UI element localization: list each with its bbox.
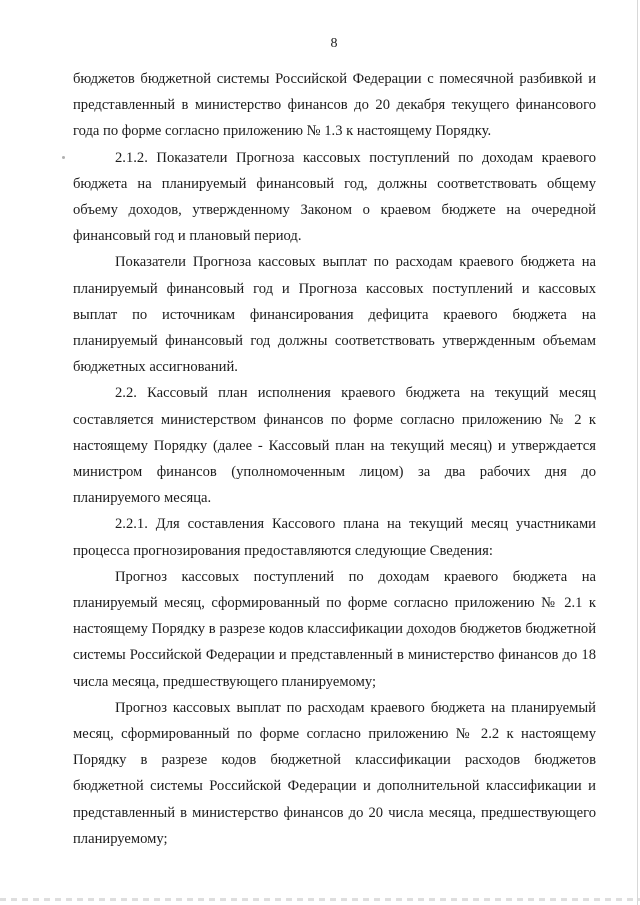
scan-edge-line (637, 0, 638, 905)
document-body (73, 66, 596, 852)
paragraph-2-1-2: 2.1.2. Показатели Прогноза кассовых поступлений по доходам краевого бюджета на планируемый финансовый год, должны соответствовать общему объему доходов, утвержденному Законом о краевом бюджете на очередной финансовый год и плановый период. (73, 149, 596, 245)
scan-speck (62, 156, 65, 159)
paragraph-2-2: 2.2. Кассовый план исполнения краевого бюджета на текущий месяц составляется министерством финансов по форме согласно приложению № 2 к настоящему Порядку (далее - Кассовый план на текущий месяц) и утверждается министром финансов (уполномоченным лицом) за два рабочих дня до планируемого месяца. (73, 385, 596, 507)
paragraph-continued: бюджетов бюджетной системы Российской Федерации с помесячной разбивкой и представленный в министерство финансов до 20 декабря текущего финансового года по форме согласно приложению № 1.3 к настоящему Порядку. (73, 71, 596, 140)
paragraph-2-2-1: 2.2.1. Для составления Кассового плана на текущий месяц участниками процесса прогнозирования предоставляются следующие Сведения: (73, 516, 596, 559)
paragraph-payments-forecast: Прогноз кассовых выплат по расходам краевого бюджета на планируемый месяц, сформированный по форме согласно приложению № 2.2 к настоящему Порядку в разрезе кодов бюджетной классификации расходов бюджетов бюджетной системы Российской Федерации и дополнительной классификации и представленный в министерство финансов до 20 числа месяца, предшествующего планируемому; (73, 699, 596, 847)
paragraph-expense-forecast: Показатели Прогноза кассовых выплат по расходам краевого бюджета на планируемый финансовый год и Прогноза кассовых поступлений и кассовых выплат по источникам финансирования дефицита краевого бюджета на планируемый финансовый год должны соответствовать утвержденным объемам бюджетных ассигнований. (73, 254, 596, 376)
paragraph-income-forecast: Прогноз кассовых поступлений по доходам краевого бюджета на планируемый месяц, сформированный по форме согласно приложению № 2.1 к настоящему Порядку в разрезе кодов классификации доходов бюджетов бюджетной системы Российской Федерации и представленный в министерство финансов до 18 числа месяца, предшествующего планируемому; (73, 568, 596, 690)
scan-bottom-artifact (0, 898, 640, 901)
page-number: 8 (330, 36, 338, 51)
